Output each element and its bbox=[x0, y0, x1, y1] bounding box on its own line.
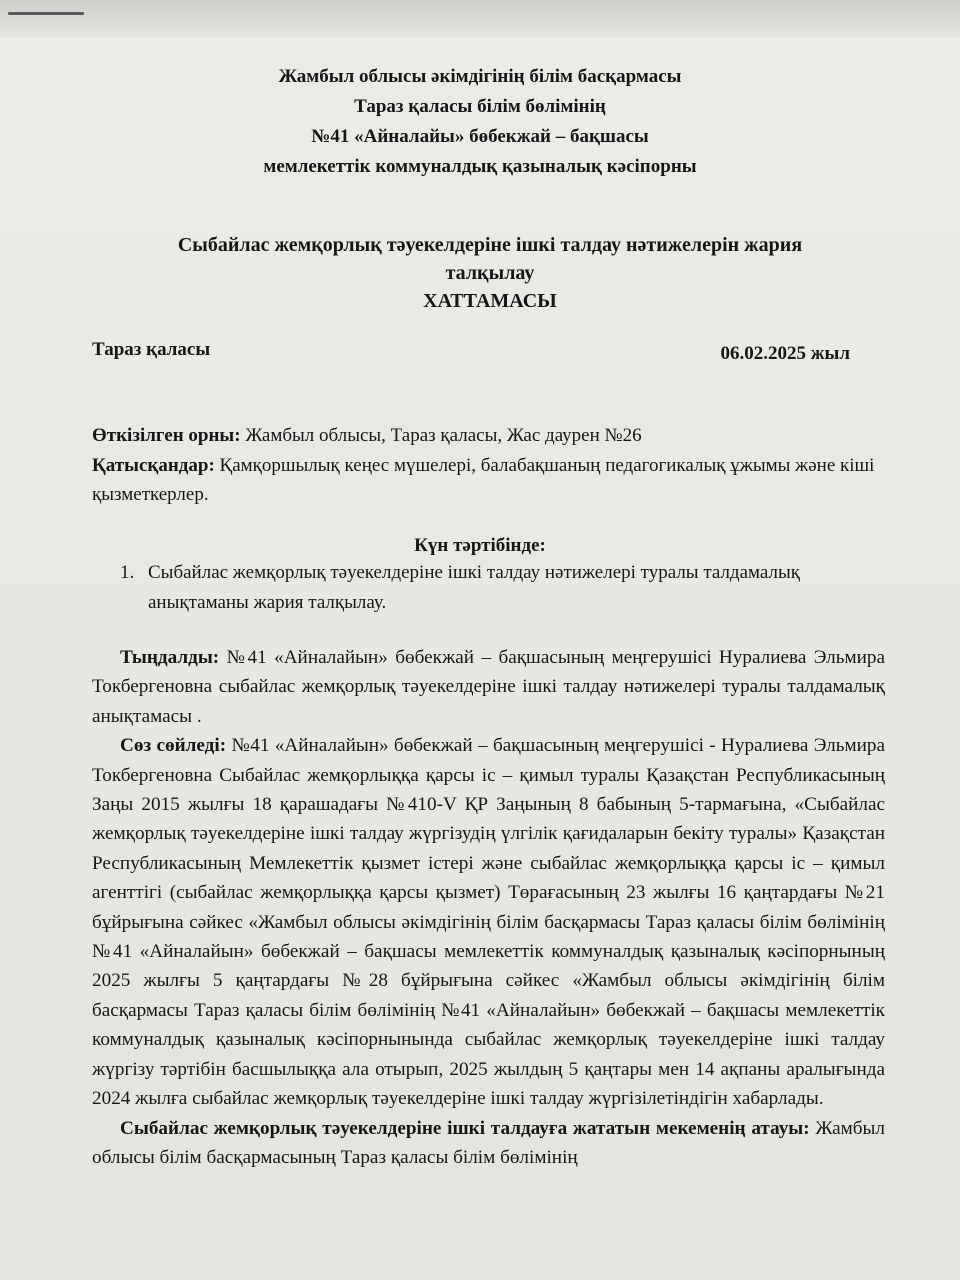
header-line-2: Тараз қаласы білім бөлімінің bbox=[354, 96, 606, 117]
city-label: Тараз қаласы bbox=[92, 339, 211, 360]
header-line-3: №41 «Айналайы» бөбекжай – бақшасы bbox=[311, 126, 649, 147]
agenda-item bbox=[120, 558, 840, 618]
institution-text: Жамбыл облысы білім басқармасының Тараз қаласы білім бөлімінің bbox=[92, 1117, 886, 1168]
date-label: 06.02.2025 жыл bbox=[720, 343, 850, 364]
spoke-text: №41 «Айналайын» бөбекжай – бақшасының меңгерушісі - Нуралиева Эльмира Токбергеновна Сыбайлас жемқорлыққа қарсы іс – қимыл туралы Қазақстан Республикасының Заңы 2015 жылғы 18 қарашадағы №410-V ҚР Заңының 8 бабының 5-тармағына, «Сыбайлас жемқорлық тәуекелдеріне ішкі талдау жүргізудің үлгілік қағидаларын бекіту туралы» Қазақстан Республикасының Мемлекеттік қызмет істері және сыбайлас жемқорлыққа қарсы іс – қимыл агенттігі (сыбайлас жемқорлыққа қарсы қызмет) Төрағасының 23 жылғы 16 қаңтардағы №21 бұйрығына сәйкес «Жамбыл облысы әкімдігінің білім басқармасы Тараз қаласы білім бөлімінің №41 «Айналайын» бөбекжай – бақшасы мемлекеттік коммуналдық қазыналық кәсіпорнының 2025 жылғы 5 қаңтардағы №28 бұйрығына сәйкес «Жамбыл облысы әкімдігінің білім басқармасы Тараз қаласы білім бөлімінің №41 «Айналайын» бөбекжай – бақшасы мемлекеттік коммуналдық қазыналық кәсіпорнынында сыбайлас жемқорлық тәуекелдеріне ішкі талдау жүргізу тәртібін басшылыққа ала отырып, 2025 жылдың 5 қаңтары мен 14 ақпаны аралығында 2024 жылға сыбайлас жемқорлық тәуекелдеріне ішкі талдау жүргізілетіндігін хабарлады. bbox=[92, 735, 886, 1110]
venue-value: Жамбыл облысы, Тараз қаласы, Жас даурен №26 bbox=[240, 425, 642, 446]
participants-line bbox=[92, 451, 882, 509]
spoke-label: Сөз сөйледі: bbox=[120, 735, 227, 757]
spoke-paragraph bbox=[92, 731, 885, 1113]
venue-label: Өткізілген орны: bbox=[92, 425, 241, 446]
heard-paragraph bbox=[92, 643, 885, 731]
title-line-2: талқылау bbox=[445, 262, 535, 284]
heard-label: Тыңдалды: bbox=[120, 647, 220, 668]
pen-mark bbox=[8, 12, 84, 15]
header-line-1: Жамбыл облысы әкімдігінің білім басқармасы bbox=[278, 66, 682, 87]
participants-label: Қатысқандар: bbox=[92, 455, 215, 476]
agenda-item-number: 1. bbox=[120, 562, 135, 583]
body-text bbox=[92, 643, 885, 1172]
participants-value: Қамқоршылық кеңес мүшелері, балабақшаның педагогикалық ұжымы және кіші қызметкерлер. bbox=[92, 455, 875, 505]
document-title bbox=[120, 231, 860, 315]
venue-line bbox=[92, 421, 882, 451]
document-header bbox=[0, 62, 960, 182]
heard-text: №41 «Айналайын» бөбекжай – бақшасының меңгерушісі Нуралиева Эльмира Токбергеновна сыбайлас жемқорлық тәуекелдеріне ішкі талдау нәтижелері туралы талдамалық анықтамасы . bbox=[92, 647, 885, 727]
agenda-title: Күн тәртібінде: bbox=[414, 535, 546, 556]
institution-paragraph bbox=[92, 1114, 885, 1173]
title-line-1: Сыбайлас жемқорлық тәуекелдеріне ішкі талдау нәтижелерін жария bbox=[177, 234, 803, 256]
header-line-4: мемлекеттік коммуналдық қазыналық кәсіпорны bbox=[263, 156, 697, 177]
agenda-item-text: Сыбайлас жемқорлық тәуекелдеріне ішкі талдау нәтижелері туралы талдамалық анықтаманы жария талқылау. bbox=[148, 562, 801, 613]
page-top-shadow bbox=[0, 0, 960, 38]
title-line-3: ХАТТАМАСЫ bbox=[423, 290, 557, 312]
institution-label: Сыбайлас жемқорлық тәуекелдеріне ішкі талдауға жататын мекеменің атауы: bbox=[120, 1117, 810, 1139]
